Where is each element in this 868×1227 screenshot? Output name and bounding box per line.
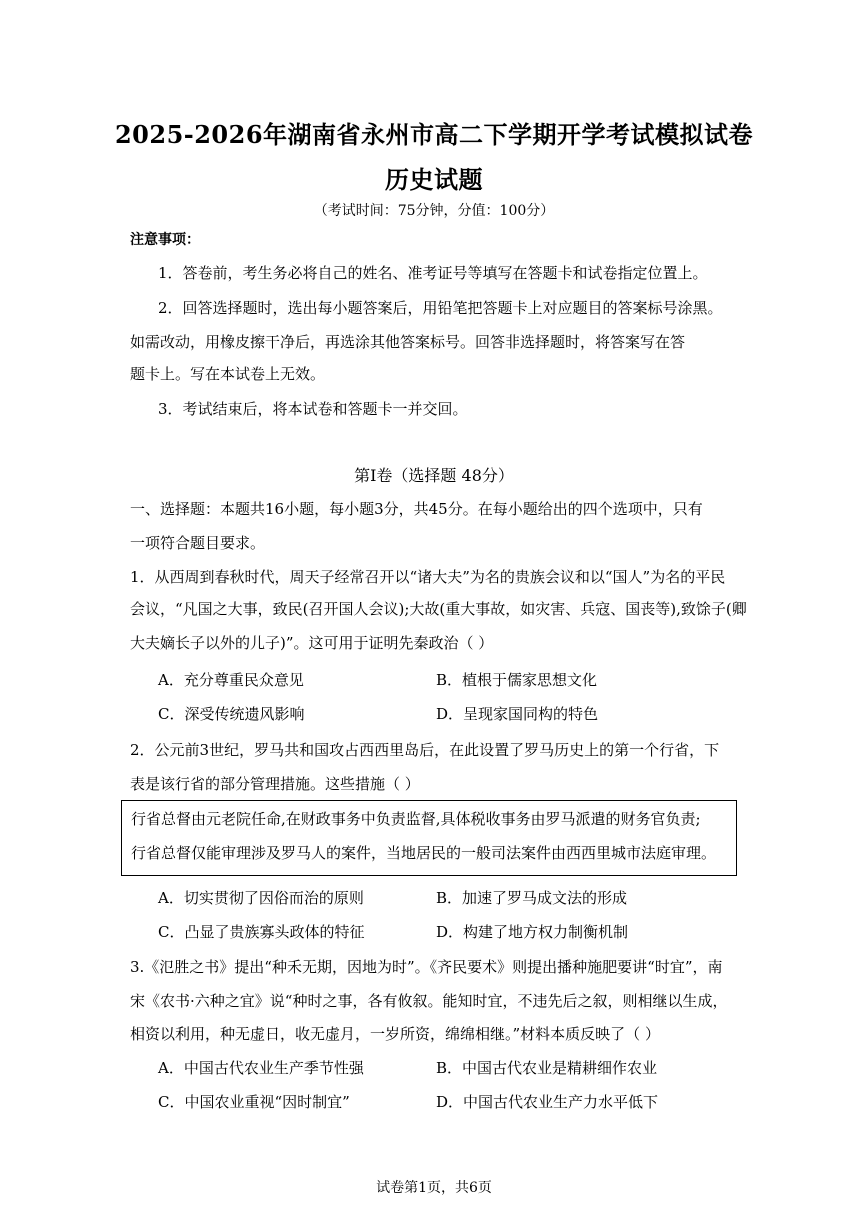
question-3-option-d: D．中国古代农业生产力水平低下: [436, 1093, 659, 1111]
notice-item-2-line-1: 2．回答选择题时，选出每小题答案后，用铅笔把答题卡上对应题目的答案标号涂黑。: [158, 299, 723, 317]
question-3-option-c: C．中国农业重视“因时制宜”: [158, 1093, 350, 1111]
section-instruction-line-1: 一、选择题：本题共16小题，每小题3分，共45分。在每小题给出的四个选项中，只有: [130, 500, 703, 518]
section-instruction-line-2: 一项符合题目要求。: [130, 534, 266, 552]
question-1-option-c: C．深受传统遗风影响: [158, 705, 305, 723]
question-1-line-2: 会议，“凡国之大事，致民(召开国人会议);大故(重大事故，如灾害、兵寇、国丧等),致馀子(卿: [130, 600, 747, 618]
question-1-option-b: B．植根于儒家思想文化: [436, 671, 598, 689]
section-title: 第Ⅰ卷（选择题 48分）: [354, 466, 514, 485]
question-2-material-line-2: 行省总督仅能审理涉及罗马人的案件，当地居民的一般司法案件由西西里城市法庭审理。: [131, 844, 717, 862]
question-1-line-3: 大夫嫡长子以外的儿子)”。这可用于证明先秦政治（ ）: [130, 634, 494, 652]
question-3-line-1: 3.《氾胜之书》提出“种禾无期，因地为时”。《齐民要术》则提出播种施肥要讲“时宜”，南: [130, 958, 723, 976]
notice-item-1: 1．答卷前，考生务必将自己的姓名、准考证号等填写在答题卡和试卷指定位置上。: [158, 264, 708, 282]
question-3-line-2: 宋《农书·六种之宜》说“种时之事，各有攸叙。能知时宜，不违先后之叙，则相继以生成，: [130, 992, 728, 1010]
question-3-line-3: 相资以利用，种无虚日，收无虚月，一岁所资，绵绵相继。”材料本质反映了（ ）: [130, 1025, 660, 1043]
question-2-option-c: C．凸显了贵族寡头政体的特征: [158, 923, 365, 941]
notice-item-2-line-2: 如需改动，用橡皮擦干净后，再选涂其他答案标号。回答非选择题时，将答案写在答: [130, 333, 686, 351]
question-2-option-b: B．加速了罗马成文法的形成: [436, 889, 628, 907]
question-2-line-1: 2．公元前3世纪，罗马共和国攻占西西里岛后，在此设置了罗马历史上的第一个行省，下: [130, 741, 720, 759]
question-2-material-line-1: 行省总督由元老院任命,在财政事务中负责监督,具体税收事务由罗马派遣的财务官负责;: [131, 810, 701, 828]
question-2-line-2: 表是该行省的部分管理措施。这些措施（ ）: [130, 775, 420, 793]
question-2-option-d: D．构建了地方权力制衡机制: [436, 923, 629, 941]
exam-info: （考试时间：75分钟，分值：100分）: [313, 203, 555, 219]
question-1-option-a: A．充分尊重民众意见: [158, 671, 304, 689]
notice-item-3: 3．考试结束后，将本试卷和答题卡一并交回。: [158, 400, 468, 418]
exam-title: 2025-2026年湖南省永州市高二下学期开学考试模拟试卷: [114, 120, 754, 149]
question-2-option-a: A．切实贯彻了因俗而治的原则: [158, 889, 364, 907]
notice-heading: 注意事项：: [130, 232, 200, 248]
question-1-line-1: 1．从西周到春秋时代，周天子经常召开以“诸大夫”为名的贵族会议和以“国人”为名的平民: [130, 568, 726, 586]
page-footer: 试卷第1页，共6页: [376, 1180, 492, 1196]
question-3-option-a: A．中国古代农业生产季节性强: [158, 1059, 364, 1077]
exam-subtitle: 历史试题: [385, 165, 483, 194]
question-1-option-d: D．呈现家国同构的特色: [436, 705, 599, 723]
notice-item-2-line-3: 题卡上。写在本试卷上无效。: [130, 365, 326, 383]
question-3-option-b: B．中国古代农业是精耕细作农业: [436, 1059, 658, 1077]
